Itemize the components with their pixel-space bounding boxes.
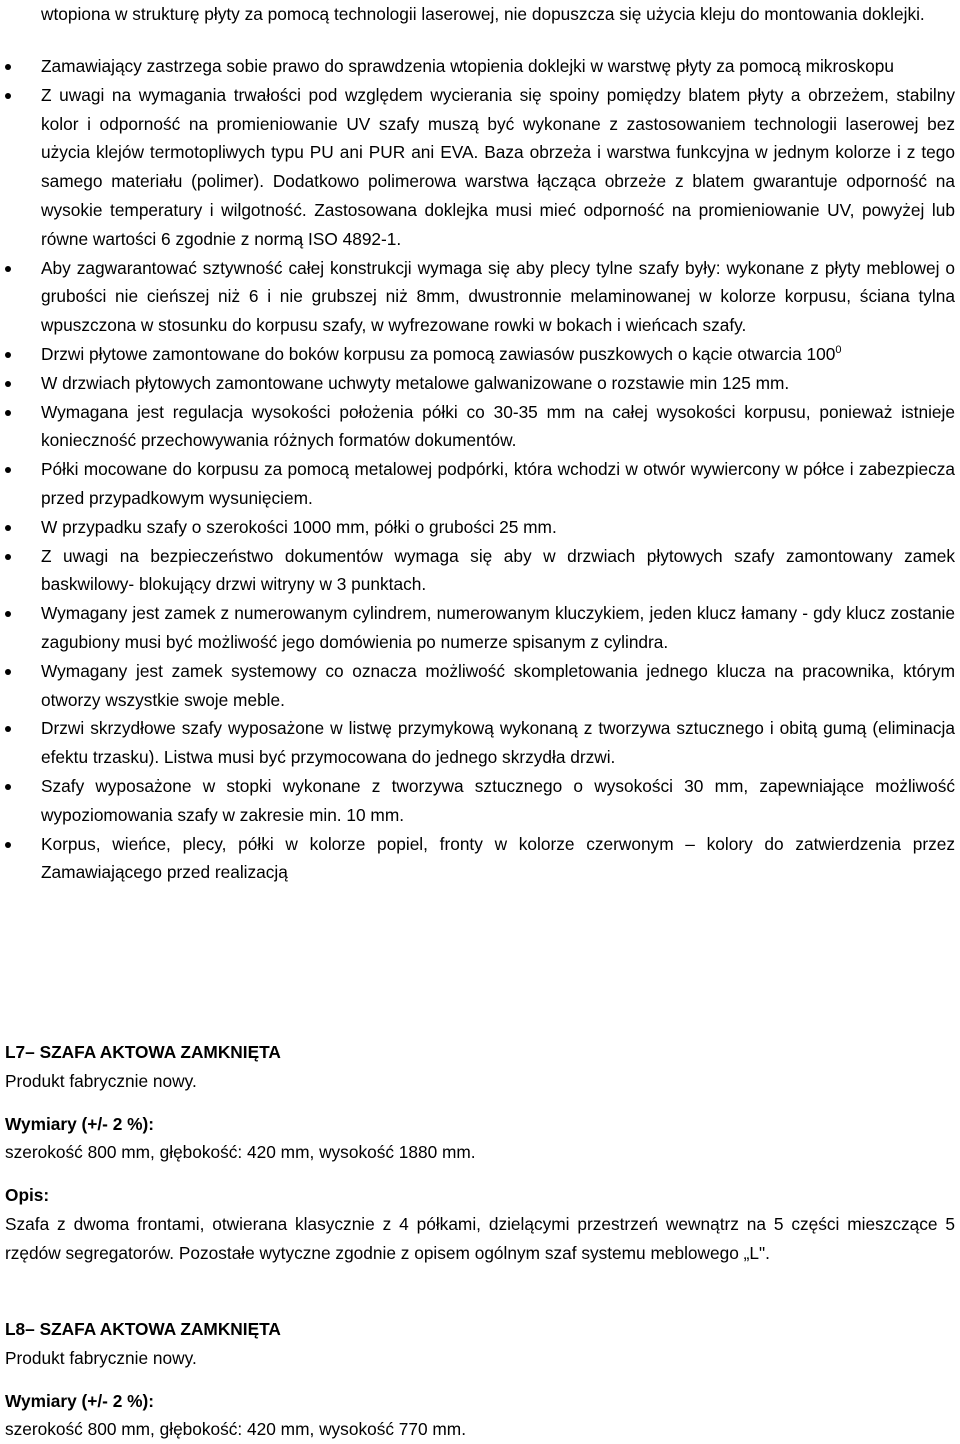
list-item-text: Z uwagi na wymagania trwałości pod względem wycierania się spoiny pomiędzy blatem płyty a obrzeżem, stabilny kolor i odporność na promieniowanie UV szafy muszą być wykonane z zastosowaniem technologii laserowej bez użycia klejów termotopliwych typu PU ani PUR ani EVA. Baza obrzeża i warstwa funkcyjna w jednym kolorze i z tego samego materiału (polimer). Dodatkowo polimerowa warstwa łącząca obrzeże z blatem gwarantuje odporność na wysokie temperatury i wilgotność. Zastosowana doklejka musi mieć odporność na promieniowanie UV, powyżej lub równe wartości 6 zgodnie z normą ISO 4892-1. bbox=[41, 84, 955, 249]
list-item-text: Wymagany jest zamek z numerowanym cylindrem, numerowanym kluczykiem, jeden klucz łamany - gdy klucz zostanie zagubiony musi być możliwość jego domówienia po numerze spisanym z cylindra. bbox=[41, 603, 955, 652]
dimensions-value-l7: szerokość 800 mm, głębokość: 420 mm, wysokość 1880 mm. bbox=[5, 1142, 476, 1163]
section-heading-l8: L8– SZAFA AKTOWA ZAMKNIĘTA bbox=[5, 1319, 281, 1339]
list-item-text: Zamawiający zastrzega sobie prawo do sprawdzenia wtopienia doklejki w warstwę płyty za pomocą mikroskopu bbox=[41, 56, 894, 76]
degree-superscript: 0 bbox=[835, 344, 842, 357]
section-l8 bbox=[5, 1315, 955, 1444]
list-item bbox=[0, 254, 955, 340]
list-item bbox=[0, 398, 955, 456]
description-text-l7: Szafa z dwoma frontami, otwierana klasycznie z 4 półkami, dzielącymi przestrzeń wewnątrz na 5 części mieszczące 5 rzędów segregatorów. Pozostałe wytyczne zgodnie z opisem ogólnym szaf systemu meblowego „L". bbox=[5, 1213, 955, 1263]
list-item-text: Wymagany jest zamek systemowy co oznacza możliwość skompletowania jednego klucza na pracownika, którym otworzy wszystkie swoje meble. bbox=[41, 660, 955, 710]
list-item-text: Szafy wyposażone w stopki wykonane z tworzywa sztucznego o wysokości 30 mm, zapewniające możliwość wypoziomowania szafy w zakresie min. 10 mm. bbox=[41, 775, 955, 825]
list-item bbox=[0, 830, 955, 888]
bullet-icon bbox=[5, 381, 11, 387]
section-l7 bbox=[5, 1038, 955, 1268]
bullet-icon bbox=[5, 93, 11, 99]
bullet-icon bbox=[5, 554, 11, 560]
list-item-text: Wymagana jest regulacja wysokości położenia półki co 30-35 mm na całej wysokości korpusu, ponieważ istnieje konieczność przechowywania różnych formatów dokumentów. bbox=[41, 401, 955, 451]
list-item bbox=[0, 772, 955, 830]
requirements-list bbox=[0, 52, 960, 887]
list-item-text: Drzwi płytowe zamontowane do boków korpusu za pomocą zawiasów puszkowych o kącie otwarcia 100 bbox=[41, 343, 836, 364]
list-item bbox=[0, 81, 955, 254]
list-item bbox=[0, 513, 955, 542]
bullet-icon bbox=[5, 266, 11, 272]
bullet-icon bbox=[5, 726, 11, 732]
bullet-icon bbox=[5, 842, 11, 848]
bullet-icon bbox=[5, 669, 11, 675]
continuation-paragraph: wtopiona w strukturę płyty za pomocą technologii laserowej, nie dopuszcza się użycia kleju do montowania doklejki. bbox=[41, 4, 925, 24]
list-item-text: Aby zagwarantować sztywność całej konstrukcji wymaga się aby plecy tylne szafy były: wykonane z płyty meblowej o grubości nie cieńszej niż 6 i nie grubszej niż 8mm, dwustronnie melaminowanej w kolorze korpusu, ściana tylna wpuszczona w stosunku do korpusu szafy, w wyfrezowane rowki w bokach i wieńcach szafy. bbox=[41, 257, 955, 336]
list-item bbox=[0, 599, 955, 657]
bullet-icon bbox=[5, 611, 11, 617]
list-item-text: Z uwagi na bezpieczeństwo dokumentów wymaga się aby w drzwiach płytowych szafy zamontowany zamek baskwilowy- blokujący drzwi witryny w 3 punktach. bbox=[41, 545, 955, 595]
list-item bbox=[0, 52, 955, 81]
description-label-l7: Opis: bbox=[5, 1185, 50, 1206]
bullet-icon bbox=[5, 64, 11, 70]
list-item-text: Drzwi skrzydłowe szafy wyposażone w listwę przymykową wykonaną z tworzywa sztucznego i obitą gumą (eliminacja efektu trzasku). Listwa musi być przymocowana do jednego skrzydła drzwi. bbox=[41, 718, 955, 768]
product-note-l8: Produkt fabrycznie nowy. bbox=[5, 1347, 197, 1368]
list-item-text: Korpus, wieńce, plecy, półki w kolorze popiel, fronty w kolorze czerwonym – kolory do zatwierdzenia przez Zamawiającego przed realizacją bbox=[41, 833, 955, 883]
list-item bbox=[0, 542, 955, 600]
list-item bbox=[0, 455, 955, 513]
list-item bbox=[0, 657, 955, 715]
product-note-l7: Produkt fabrycznie nowy. bbox=[5, 1070, 197, 1091]
dimensions-label-l8: Wymiary (+/- 2 %): bbox=[5, 1390, 155, 1411]
list-item bbox=[0, 340, 955, 369]
bullet-icon bbox=[5, 410, 11, 416]
dimensions-value-l8: szerokość 800 mm, głębokość: 420 mm, wysokość 770 mm. bbox=[5, 1419, 466, 1440]
list-item bbox=[0, 369, 955, 398]
bullet-icon bbox=[5, 352, 11, 358]
list-item-text: W drzwiach płytowych zamontowane uchwyty metalowe galwanizowane o rozstawie min 125 mm. bbox=[41, 372, 790, 393]
list-item-text: Półki mocowane do korpusu za pomocą metalowej podpórki, która wchodzi w otwór wywiercony w półce i zabezpiecza przed przypadkowym wysunięciem. bbox=[41, 459, 955, 508]
list-item bbox=[0, 714, 955, 772]
bullet-icon bbox=[5, 467, 11, 473]
list-item-text: W przypadku szafy o szerokości 1000 mm, półki o grubości 25 mm. bbox=[41, 516, 557, 537]
bullet-icon bbox=[5, 525, 11, 531]
dimensions-label-l7: Wymiary (+/- 2 %): bbox=[5, 1113, 155, 1134]
section-heading-l7: L7– SZAFA AKTOWA ZAMKNIĘTA bbox=[5, 1042, 281, 1062]
bullet-icon bbox=[5, 784, 11, 790]
